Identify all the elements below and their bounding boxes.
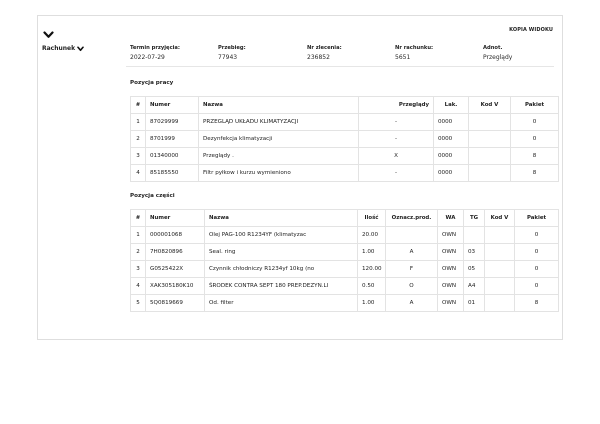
row-kod-v [485, 295, 515, 312]
table-header-row [131, 97, 559, 114]
row-nazwa: Filtr pyłkow i kurzu wymieniono [199, 165, 359, 182]
col-header-nazwa: Nazwa [205, 210, 358, 227]
row-numer: G0525422X [146, 261, 205, 278]
row-pakiet: 0 [511, 131, 559, 148]
table-row[interactable] [131, 148, 559, 165]
row-pakiet: 0 [515, 278, 559, 295]
row-kod-v [469, 165, 511, 182]
row-index: 2 [131, 131, 146, 148]
col-header-pakiet: Pakiet [515, 210, 559, 227]
przebieg-value: 77943 [218, 54, 238, 61]
row-oznacz-prod [386, 227, 438, 244]
row-tg: 03 [464, 244, 485, 261]
row-przeglady: X [359, 148, 434, 165]
nr-rachunku-field [395, 45, 433, 61]
col-header-lak: Lak. [434, 97, 469, 114]
row-pakiet: 0 [515, 227, 559, 244]
nr-zlecenia-value: 236852 [307, 54, 330, 61]
row-kod-v [485, 261, 515, 278]
row-oznacz-prod: A [386, 244, 438, 261]
nr-zlecenia-field [307, 45, 342, 61]
row-nazwa: Olej PAG-100 R1234YF (klimatyzac [205, 227, 358, 244]
row-kod-v [469, 131, 511, 148]
col-header-wa: WA [438, 210, 464, 227]
table-row[interactable] [131, 114, 559, 131]
row-pakiet: 0 [515, 244, 559, 261]
kopia-widoku-button[interactable]: KOPIA WIDOKU [509, 27, 553, 33]
row-nazwa: ŚRODEK CONTRA SEPT 180 PREP.DEZYN.LI [205, 278, 358, 295]
nr-zlecenia-label: Nr zlecenia: [307, 45, 342, 51]
row-index: 5 [131, 295, 146, 312]
col-header-przeglady: Przeglądy [359, 97, 434, 114]
col-header-tg: TG [464, 210, 485, 227]
table-row[interactable] [131, 131, 559, 148]
przebieg-field [218, 45, 246, 61]
service-view-panel [37, 15, 563, 340]
row-wa: OWN [438, 278, 464, 295]
row-index: 1 [131, 227, 146, 244]
row-lak: 0000 [434, 114, 469, 131]
col-header-ilosc: Ilość [358, 210, 386, 227]
termin-przyjecia-field [130, 45, 180, 61]
row-index: 4 [131, 278, 146, 295]
col-header-kod-v: Kod V [469, 97, 511, 114]
row-przeglady: - [359, 114, 434, 131]
row-oznacz-prod: O [386, 278, 438, 295]
row-ilosc: 1.00 [358, 295, 386, 312]
collapse-chevron-icon[interactable] [43, 25, 54, 35]
table-row[interactable] [131, 261, 559, 278]
row-oznacz-prod: F [386, 261, 438, 278]
row-ilosc: 1.00 [358, 244, 386, 261]
table-row[interactable] [131, 165, 559, 182]
row-tg: 01 [464, 295, 485, 312]
row-lak: 0000 [434, 165, 469, 182]
row-lak: 0000 [434, 131, 469, 148]
row-tg [464, 227, 485, 244]
row-nazwa: PRZEGLĄD UKŁADU KLIMATYZACJI [199, 114, 359, 131]
row-pakiet: 0 [511, 114, 559, 131]
row-index: 4 [131, 165, 146, 182]
row-wa: OWN [438, 227, 464, 244]
col-header-oznacz-prod: Oznacz.prod. [386, 210, 438, 227]
row-nazwa: Czynnik chłodniczy R1234yf 10kg (no [205, 261, 358, 278]
row-pakiet: 8 [511, 165, 559, 182]
row-przeglady: - [359, 165, 434, 182]
row-tg: A4 [464, 278, 485, 295]
row-numer: 01340000 [146, 148, 199, 165]
row-nazwa: Dezynfekcja klimatyzacji [199, 131, 359, 148]
row-index: 1 [131, 114, 146, 131]
pozycja-pracy-table [130, 96, 559, 182]
col-header-number: # [131, 210, 146, 227]
row-numer: 7H0820896 [146, 244, 205, 261]
row-numer: 8701999 [146, 131, 199, 148]
row-kod-v [469, 114, 511, 131]
przebieg-label: Przebieg: [218, 45, 246, 51]
row-pakiet: 0 [515, 261, 559, 278]
pozycja-czesci-table [130, 209, 559, 312]
col-header-number: # [131, 97, 146, 114]
col-header-kod-v: Kod V [485, 210, 515, 227]
row-ilosc: 120.00 [358, 261, 386, 278]
table-row[interactable] [131, 244, 559, 261]
col-header-numer: Numer [146, 97, 199, 114]
nr-rachunku-label: Nr rachunku: [395, 45, 434, 51]
row-wa: OWN [438, 295, 464, 312]
row-nazwa: Przeglądy . [199, 148, 359, 165]
adnot-field [483, 45, 512, 61]
row-kod-v [485, 227, 515, 244]
table-row[interactable] [131, 278, 559, 295]
row-pakiet: 8 [511, 148, 559, 165]
row-tg: 05 [464, 261, 485, 278]
rachunek-dropdown[interactable] [42, 45, 84, 52]
row-index: 3 [131, 261, 146, 278]
row-numer: 000001068 [146, 227, 205, 244]
row-lak: 0000 [434, 148, 469, 165]
col-header-nazwa: Nazwa [199, 97, 359, 114]
row-numer: 85185550 [146, 165, 199, 182]
row-index: 3 [131, 148, 146, 165]
table-row[interactable] [131, 295, 559, 312]
row-pakiet: 8 [515, 295, 559, 312]
rachunek-label: Rachunek [42, 45, 76, 52]
table-row[interactable] [131, 227, 559, 244]
row-oznacz-prod: A [386, 295, 438, 312]
row-kod-v [485, 278, 515, 295]
info-divider [126, 66, 554, 67]
col-header-numer: Numer [146, 210, 205, 227]
row-nazwa: Od. filter [205, 295, 358, 312]
chevron-down-icon [77, 46, 84, 52]
col-header-pakiet: Pakiet [511, 97, 559, 114]
termin-przyjecia-label: Termin przyjęcia: [130, 45, 181, 51]
pozycja-czesci-title: Pozycja części [130, 193, 175, 199]
row-nazwa: Seal. ring [205, 244, 358, 261]
pozycja-pracy-title: Pozycja pracy [130, 80, 174, 86]
row-ilosc: 0.50 [358, 278, 386, 295]
row-numer: XAK305180K10 [146, 278, 205, 295]
row-index: 2 [131, 244, 146, 261]
adnot-value: Przeglądy [483, 54, 513, 61]
row-numer: 87029999 [146, 114, 199, 131]
row-numer: 5Q0819669 [146, 295, 205, 312]
row-przeglady: - [359, 131, 434, 148]
row-kod-v [485, 244, 515, 261]
row-wa: OWN [438, 244, 464, 261]
table-header-row [131, 210, 559, 227]
row-kod-v [469, 148, 511, 165]
nr-rachunku-value: 5651 [395, 54, 411, 61]
termin-przyjecia-value: 2022-07-29 [130, 54, 165, 61]
adnot-label: Adnot. [483, 45, 503, 51]
row-wa: OWN [438, 261, 464, 278]
row-ilosc: 20.00 [358, 227, 386, 244]
